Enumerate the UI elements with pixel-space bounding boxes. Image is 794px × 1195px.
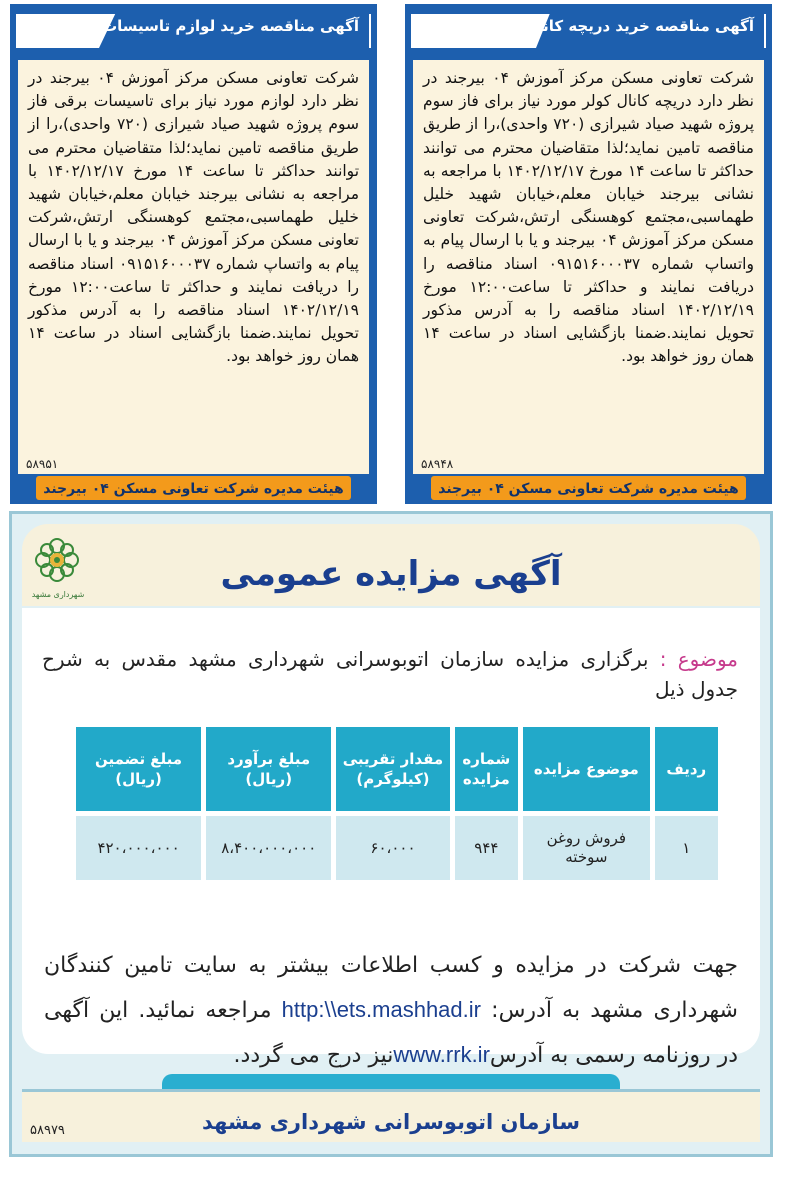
cell-subject: فروش روغن سوخته — [523, 816, 649, 880]
subject-text: برگزاری مزایده سازمان اتوبوسرانی شهرداری مشهد مقدس به شرح جدول ذیل — [42, 647, 738, 701]
body-part-3: نیز درج می گردد. — [233, 1043, 394, 1068]
auction-code: ۵۸۹۷۹ — [30, 1123, 65, 1138]
body-part-2: مراجعه نمائید. این آگهی در روزنامه رسمی به آدرس — [44, 998, 738, 1068]
ad-body-text: شرکت تعاونی مسکن مرکز آموزش ۰۴ بیرجند در نظر دارد لوازم مورد نیاز برای تاسیسات برقی فاز سوم پروژه شهید صیاد شیرازی (۷۲۰ واحدی)،را از طریق مناقصه تامین نماید؛لذا متقاضیان محترم می توانند حداکثر تا ساعت ۱۴ مورخ ۱۴۰۲/۱۲/۱۷ با مراجعه به نشانی بیرجند خیابان معلم،خیابان شهید خلیل طهماسبی،مجتمع کوهسنگی ارتش،شرکت تعاونی مسکن مرکز آموزش ۰۴ بیرجند و یا با ارسال پیام به واتساپ شماره ۰۹۱۵۱۶۰۰۰۳۷ اسناد مناقصه را دریافت نمایند و حداکثر تا ساعت۱۲:۰۰ مورخ ۱۴۰۲/۱۲/۱۹ اسناد مناقصه را به آدرس مذکور تحویل نمایند.ضمنا بازگشایی اسناد در ساعت ۱۴ همان روز خواهد بود. — [28, 69, 360, 366]
header-row-number: ردیف — [655, 727, 718, 811]
auction-table — [71, 722, 723, 885]
subject-label: موضوع : — [659, 647, 739, 671]
ad-body-text: شرکت تعاونی مسکن مرکز آموزش ۰۴ بیرجند در نظر دارد دریچه کانال کولر مورد نیاز برای فاز سوم پروژه شهید صیاد شیرازی (۷۲۰ واحدی)،را از طریق مناقصه تامین نماید؛لذا متقاضیان محترم می توانند حداکثر تا ساعت ۱۴ مورخ ۱۴۰۲/۱۲/۱۷ با مراجعه به نشانی بیرجند خیابان معلم،خیابان شهید خلیل طهماسبی،مجتمع کوهسنگی ارتش،شرکت تعاونی مسکن مرکز آموزش ۰۴ بیرجند و یا با ارسال پیام به واتساپ شماره ۰۹۱۵۱۶۰۰۰۳۷ اسناد مناقصه را دریافت نمایند و حداکثر تا ساعت۱۲:۰۰ مورخ ۱۴۰۲/۱۲/۱۹ اسناد مناقصه را به آدرس مذکور تحویل نمایند.ضمنا بازگشایی اسناد در ساعت ۱۴ همان روز خواهد بود. — [423, 69, 755, 366]
body-part-1: جهت شرکت در مزایده و کسب اطلاعات بیشتر به سایت تامین کنندگان شهرداری مشهد به آدرس: — [44, 953, 738, 1023]
mashhad-municipality-logo-icon — [34, 536, 80, 598]
ad-footer-pill — [431, 476, 746, 500]
tender-ad-cooler-vent — [405, 4, 772, 504]
ad-code: ۵۸۹۴۸ — [421, 457, 454, 471]
auction-body-text — [44, 944, 738, 1078]
header-estimate: مبلغ برآورد (ریال) — [206, 727, 331, 811]
auction-subject — [42, 644, 738, 704]
ad-body — [413, 60, 764, 474]
tender-ad-electrical — [10, 4, 377, 504]
ad-code: ۵۸۹۵۱ — [26, 457, 59, 471]
header-subject: موضوع مزایده — [523, 727, 649, 811]
table-header-row — [76, 727, 718, 811]
header-quantity: مقدار تقریبی (کیلوگرم) — [336, 727, 449, 811]
table-row — [76, 816, 718, 880]
ad-title: آگهی مناقصه خرید دریچه کانال کولر — [486, 17, 754, 35]
suppliers-site-link[interactable]: http:\\ets.mashhad.ir — [281, 997, 481, 1022]
auction-header — [22, 524, 760, 606]
auction-ad — [9, 511, 773, 1157]
cell-quantity: ۶۰،۰۰۰ — [336, 816, 449, 880]
ad-footer — [10, 474, 377, 504]
official-gazette-link[interactable]: www.rrk.ir — [393, 1042, 490, 1067]
cell-estimate: ۸،۴۰۰،۰۰۰،۰۰۰ — [206, 816, 331, 880]
ad-footer-text: هیئت مدیره شرکت تعاونی مسکن ۰۴ بیرجند — [438, 481, 739, 497]
cell-row-number: ۱ — [655, 816, 718, 880]
ad-body — [18, 60, 369, 474]
auction-footer-text: سازمان اتوبوسرانی شهرداری مشهد — [202, 1110, 580, 1134]
ad-title: آگهی مناقصه خرید لوازم تاسیسات برقی — [56, 17, 359, 35]
ad-footer-text: هیئت مدیره شرکت تعاونی مسکن ۰۴ بیرجند — [43, 481, 344, 497]
ad-footer-pill — [36, 476, 351, 500]
cell-auction-number: ۹۴۴ — [455, 816, 519, 880]
ad-footer — [405, 474, 772, 504]
header-guarantee: مبلغ تضمین (ریال) — [76, 727, 201, 811]
auction-content — [22, 608, 760, 1068]
auction-title: آگهی مزایده عمومی — [220, 554, 562, 594]
logo-caption: شهرداری مشهد — [31, 590, 85, 599]
header-auction-number: شماره مزایده — [455, 727, 519, 811]
cell-guarantee: ۴۲۰،۰۰۰،۰۰۰ — [76, 816, 201, 880]
